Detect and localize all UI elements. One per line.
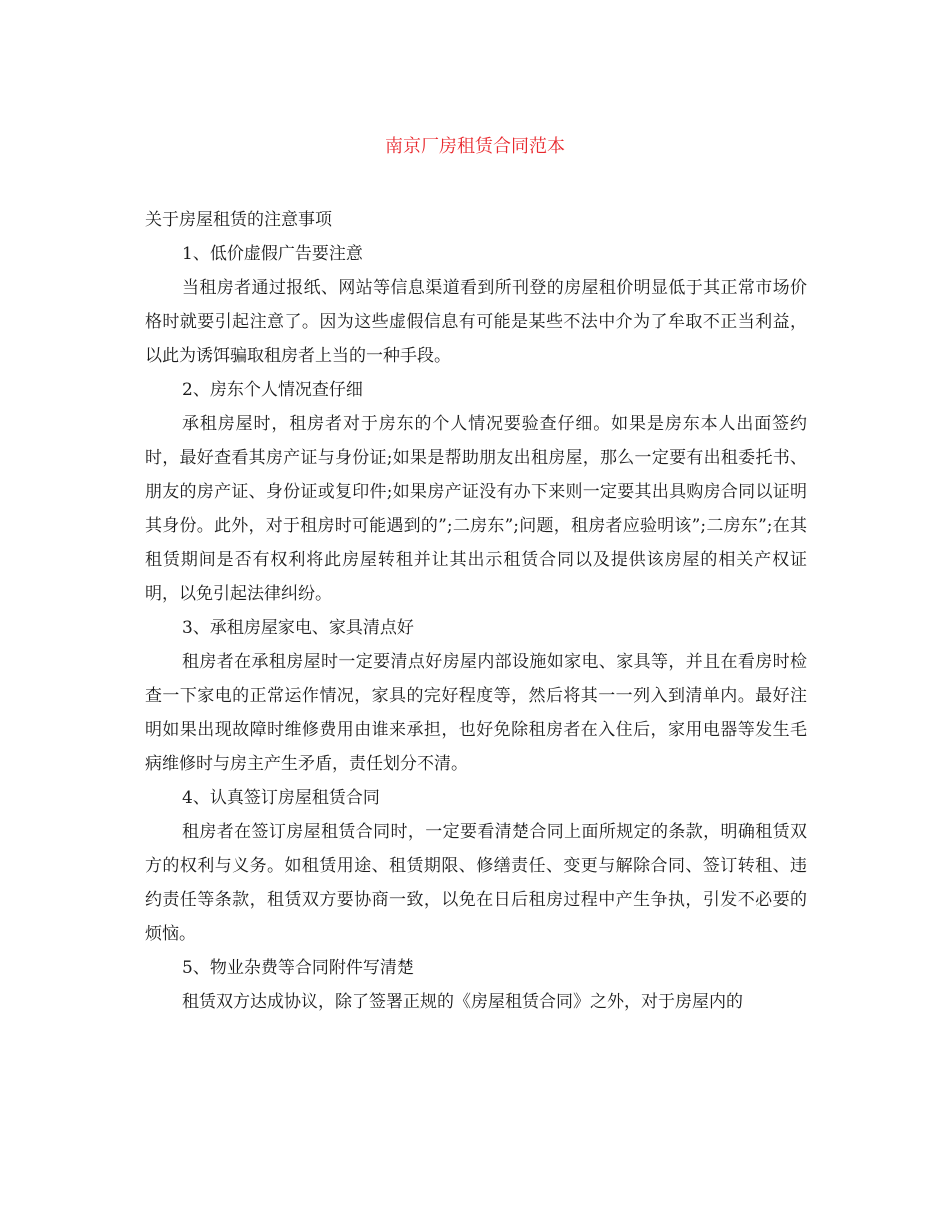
document-body	[145, 203, 807, 1019]
item-heading-3: 3、承租房屋家电、家具清点好	[182, 618, 414, 638]
section-heading: 关于房屋租赁的注意事项	[145, 210, 332, 230]
item-body-2: 承租房屋时，租房者对于房东的个人情况要验查仔细。如果是房东本人出面签约时，最好查看其房产证与身份证;如果是帮助朋友出租房屋，那么一定要有出租委托书、朋友的房产证、身份证或复印件;如果房产证没有办下来则一定要其出具购房合同以证明其身份。此外，对于租房时可能遇到的”;二房东”;问题，租房者应验明该”;二房东”;在其租赁期间是否有权利将此房屋转租并让其出示租赁合同以及提供该房屋的相关产权证明，以免引起法律纠纷。	[145, 414, 807, 604]
item-heading-5: 5、物业杂费等合同附件写清楚	[182, 958, 414, 978]
document-title: 南京厂房租赁合同范本	[385, 136, 565, 157]
item-body-1: 当租房者通过报纸、网站等信息渠道看到所刊登的房屋租价明显低于其正常市场价格时就要引起注意了。因为这些虚假信息有可能是某些不法中介为了牟取不正当利益，以此为诱饵骗取租房者上当的一种手段。	[145, 278, 807, 366]
item-body-3: 租房者在承租房屋时一定要清点好房屋内部设施如家电、家具等，并且在看房时检查一下家电的正常运作情况，家具的完好程度等，然后将其一一列入到清单内。最好注明如果出现故障时维修费用由谁来承担，也好免除租房者在入住后，家用电器等发生毛病维修时与房主产生矛盾，责任划分不清。	[145, 652, 807, 774]
item-body-4: 租房者在签订房屋租赁合同时，一定要看清楚合同上面所规定的条款，明确租赁双方的权利与义务。如租赁用途、租赁期限、修缮责任、变更与解除合同、签订转租、违约责任等条款，租赁双方要协商一致，以免在日后租房过程中产生争执，引发不必要的烦恼。	[145, 822, 807, 944]
item-body-5: 租赁双方达成协议，除了签署正规的《房屋租赁合同》之外，对于房屋内的	[182, 992, 743, 1012]
item-heading-4: 4、认真签订房屋租赁合同	[182, 788, 380, 808]
item-heading-2: 2、房东个人情况查仔细	[182, 380, 363, 400]
item-heading-1: 1、低价虚假广告要注意	[182, 244, 363, 264]
